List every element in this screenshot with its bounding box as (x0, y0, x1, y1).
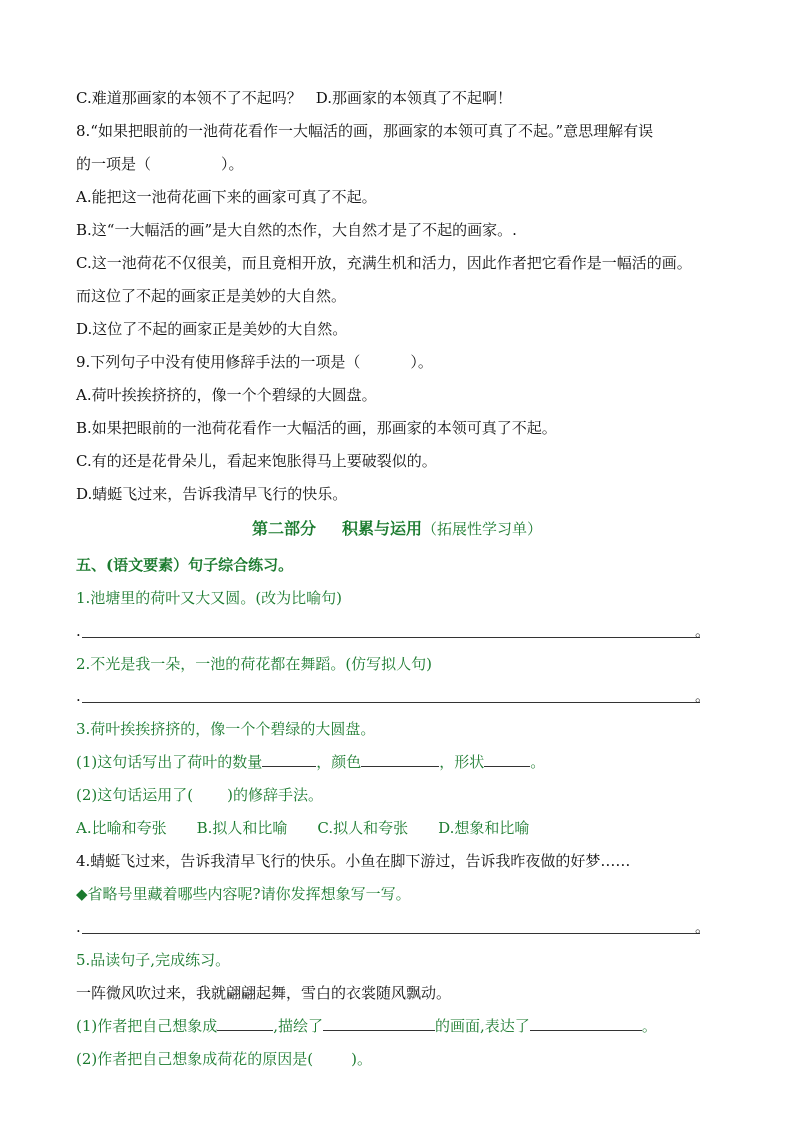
s5-q3-2: (2)这句话运用了( )的修辞手法。 (76, 786, 323, 804)
s5-q3-option-b: B.拟人和比喻 (196, 819, 288, 837)
q8-option-b: B.这“一大幅活的画”是大自然的杰作，大自然才是了不起的画家。. (76, 221, 517, 239)
q9-option-d: D.蜻蜓飞过来，告诉我清早飞行的快乐。 (76, 485, 348, 503)
blank-color[interactable] (361, 752, 439, 767)
q7-option-d: D.那画家的本领真了不起啊！ (315, 89, 512, 107)
s5-q2-answer-line[interactable]: . 。 (76, 687, 710, 705)
s5-q3-1: (1)这句话写出了荷叶的数量 ，颜色 ，形状 。 (76, 753, 546, 771)
part2-note: （拓展性学习单） (422, 520, 543, 538)
s5-q3: 3.荷叶挨挨挤挤的，像一个个碧绿的大圆盘。 (76, 720, 376, 738)
blank-expressed[interactable] (530, 1016, 642, 1031)
s5-q3-option-c: C.拟人和夸张 (317, 819, 409, 837)
q9-stem: 9.下列句子中没有使用修辞手法的一项是（ ）。 (76, 353, 433, 371)
s5-q5-1: (1)作者把自己想象成 ,描绘了 的画面,表达了 。 (76, 1017, 657, 1035)
s5-q3-options (76, 818, 726, 838)
blank-imagined-as[interactable] (217, 1016, 273, 1031)
s5-q1: 1.池塘里的荷叶又大又圆。(改为比喻句) (76, 589, 343, 607)
blank-quantity[interactable] (262, 752, 316, 767)
q9-option-a: A.荷叶挨挨挤挤的，像一个个碧绿的大圆盘。 (76, 386, 377, 404)
s5-q4: 4.蜻蜓飞过来，告诉我清早飞行的快乐。小鱼在脚下游过，告诉我昨夜做的好梦…… (76, 852, 631, 870)
q9-option-c: C.有的还是花骨朵儿，看起来饱胀得马上要破裂似的。 (76, 452, 437, 470)
s5-q3-option-d: D.想象和比喻 (438, 819, 530, 837)
q8-option-a: A.能把这一池荷花画下来的画家可真了不起。 (76, 188, 377, 206)
part2-title: 第二部分 (251, 519, 316, 538)
s5-q3-option-a: A.比喻和夸张 (76, 819, 167, 837)
s5-q4-answer-line[interactable]: . 。 (76, 918, 710, 936)
part2-subtitle: 积累与运用 (341, 519, 422, 538)
q8-option-d: D.这位了不起的画家正是美妙的大自然。 (76, 320, 348, 338)
section5-title: 五、(语文要素）句子综合练习。 (76, 556, 294, 574)
part2-heading (0, 518, 794, 540)
q8-option-c-line2: 而这位了不起的画家正是美妙的大自然。 (76, 287, 347, 305)
s5-q5-text: 一阵微风吹过来，我就翩翩起舞，雪白的衣裳随风飘动。 (76, 984, 452, 1002)
s5-q4-prompt: ◆省略号里藏着哪些内容呢?请你发挥想象写一写。 (76, 885, 411, 903)
blank-scene[interactable] (323, 1016, 435, 1031)
s5-q5-2: (2)作者把自己想象成荷花的原因是( )。 (76, 1050, 372, 1068)
q7-options-row (76, 88, 726, 108)
s5-q1-answer-line[interactable]: . 。 (76, 622, 710, 640)
blank-shape[interactable] (484, 752, 530, 767)
q8-stem-line1: 8.“如果把眼前的一池荷花看作一大幅活的画，那画家的本领可真了不起。”意思理解有误 (76, 122, 654, 140)
s5-q5: 5.品读句子,完成练习。 (76, 951, 231, 969)
s5-q2: 2.不光是我一朵，一池的荷花都在舞蹈。(仿写拟人句) (76, 655, 433, 673)
q9-option-b: B.如果把眼前的一池荷花看作一大幅活的画，那画家的本领可真了不起。 (76, 419, 557, 437)
q8-stem-line2: 的一项是（ ）。 (76, 155, 244, 173)
q7-option-c: C.难道那画家的本领不了不起吗？ (76, 89, 302, 107)
q8-option-c-line1: C.这一池荷花不仅很美，而且竟相开放，充满生机和活力，因此作者把它看作是一幅活的画。 (76, 254, 692, 272)
